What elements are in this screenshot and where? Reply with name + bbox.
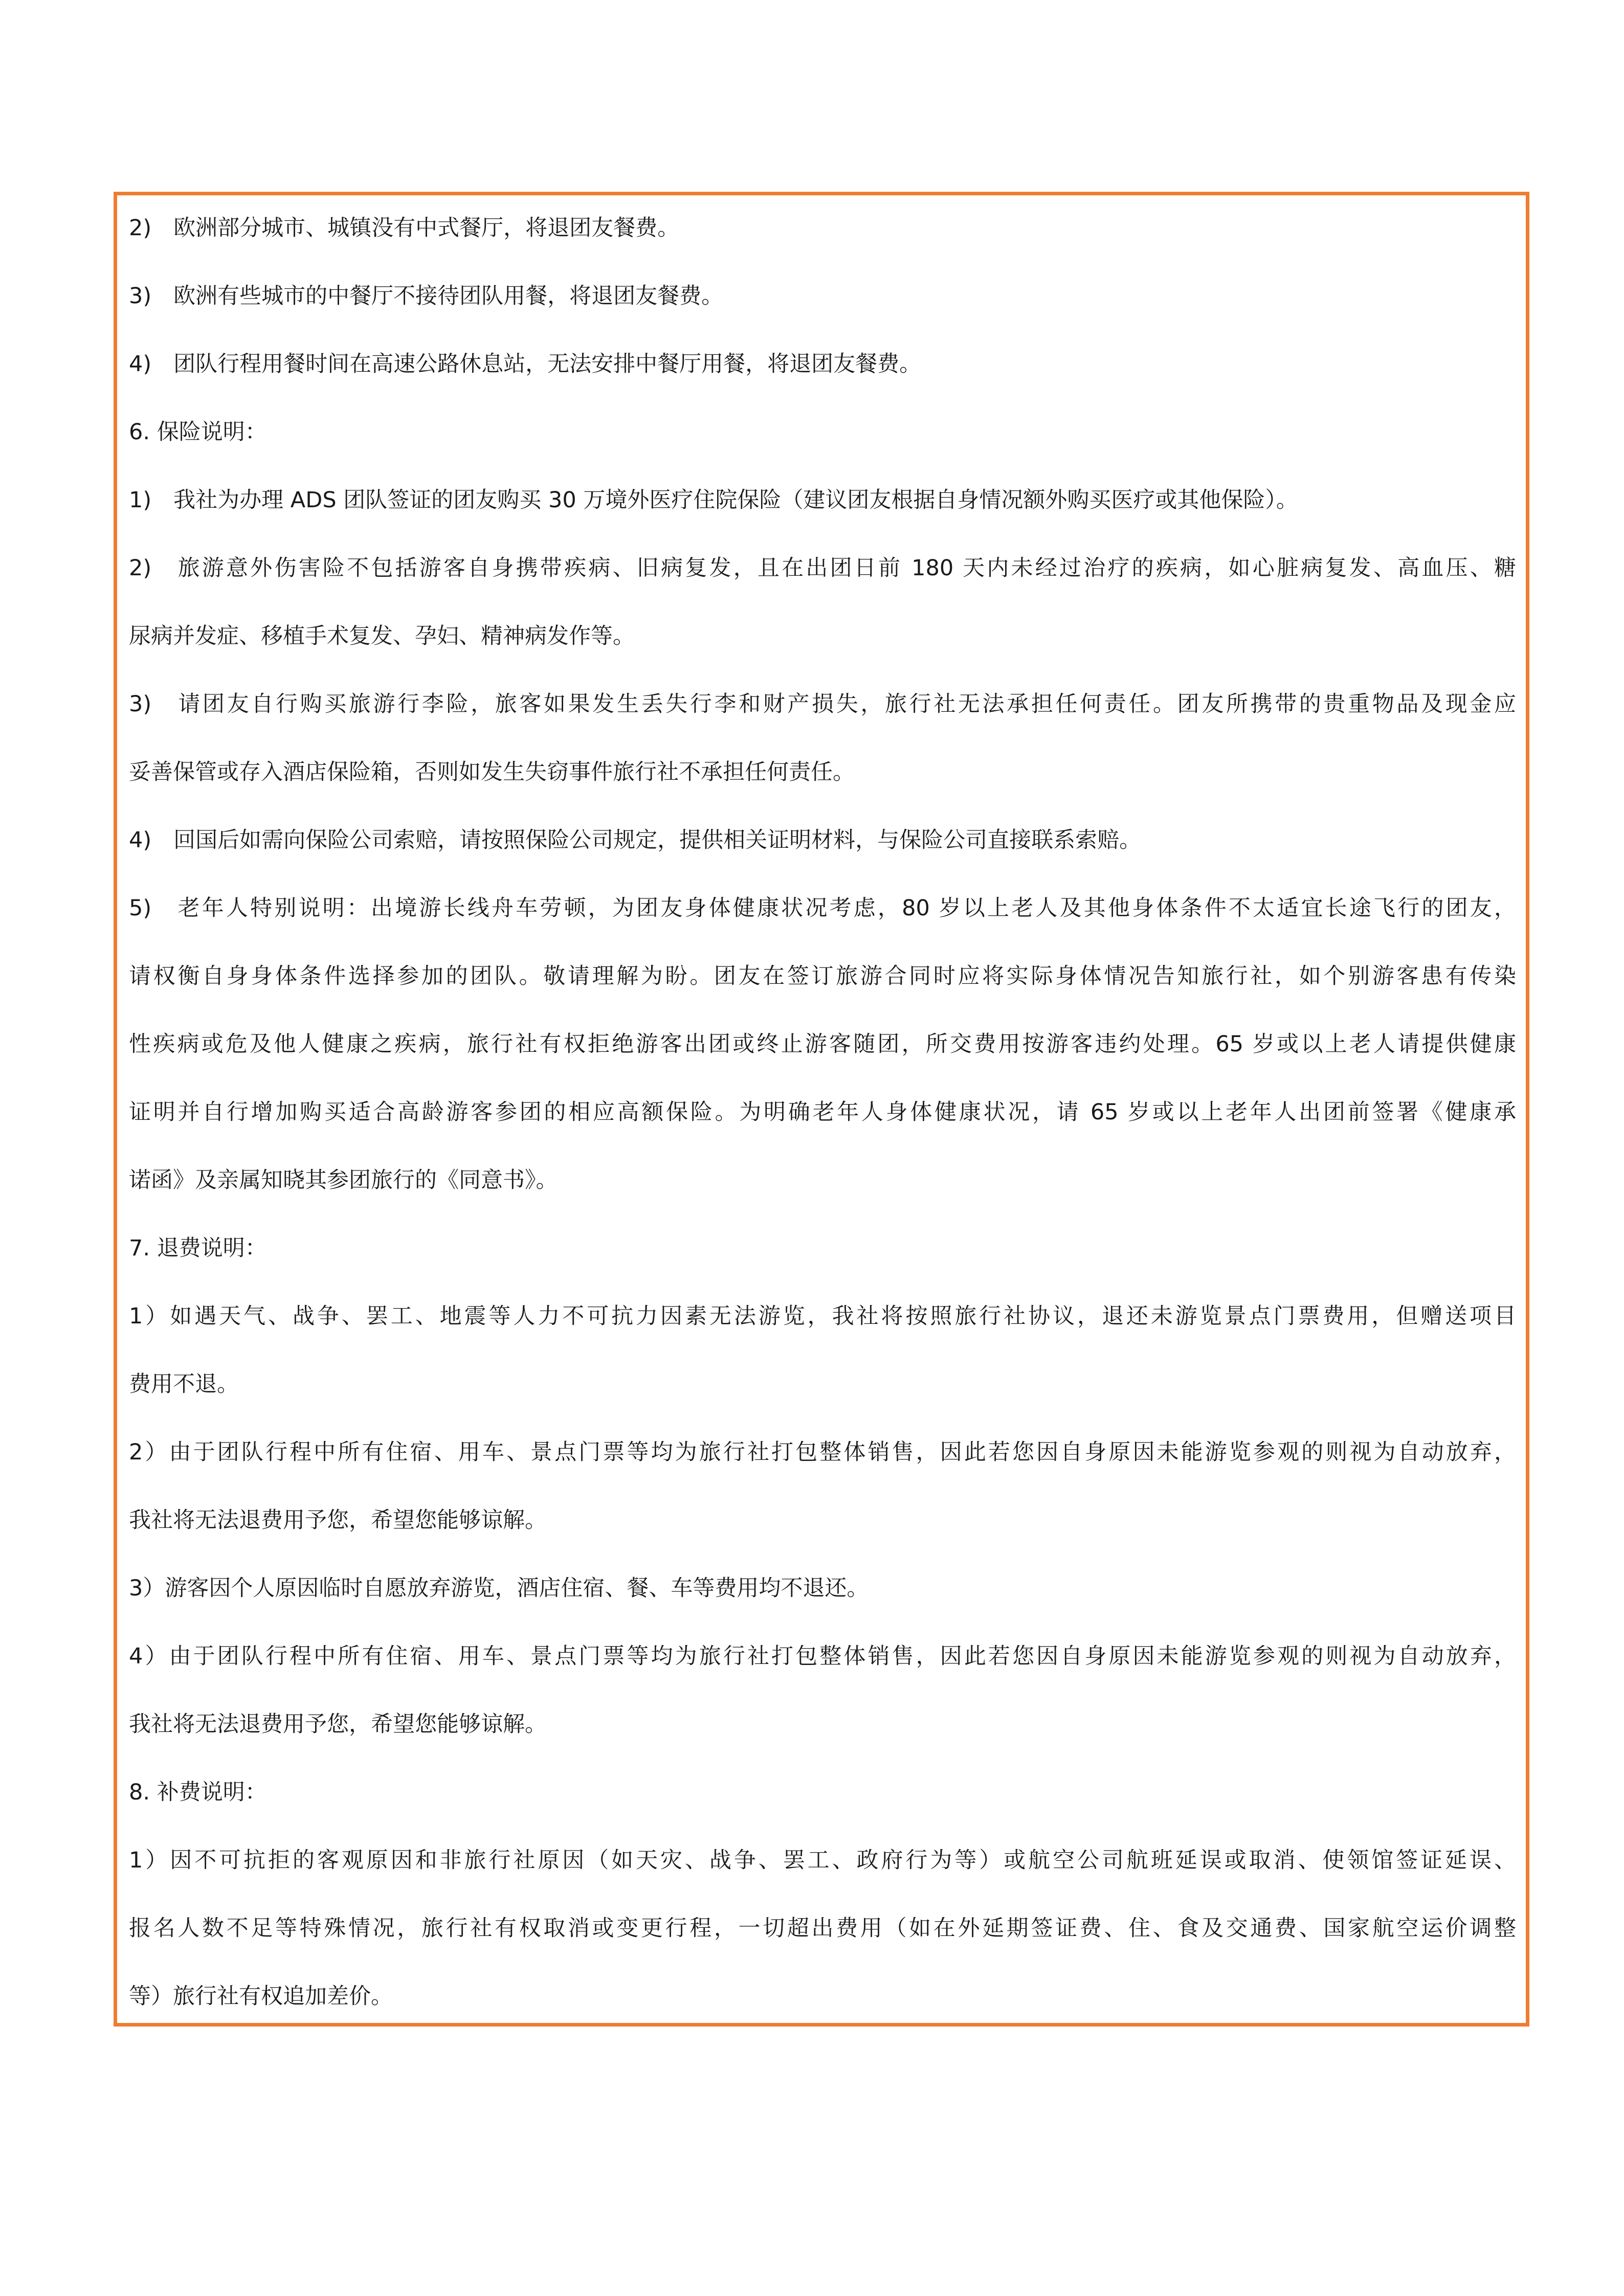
text-line: 1) 我社为办理 ADS 团队签证的团友购买 30 万境外医疗住院保险（建议团友根据自身情况额外购买医疗或其他保险）。 xyxy=(129,487,1298,513)
text-line: 3) 请团友自行购买旅游行李险，旅客如果发生丢失行李和财产损失，旅行社无法承担任何责任。团友所携带的贵重物品及现金应 xyxy=(129,691,1516,717)
text-line: 妥善保管或存入酒店保险箱，否则如发生失窃事件旅行社不承担任何责任。 xyxy=(129,759,855,785)
text-line: 诺函》及亲属知晓其参团旅行的《同意书》。 xyxy=(129,1167,558,1193)
text-line: 费用不退。 xyxy=(129,1371,239,1397)
text-line: 证明并自行增加购买适合高龄游客参团的相应高额保险。为明确老年人身体健康状况，请 65 岁或以上老年人出团前签署《健康承 xyxy=(129,1099,1516,1125)
text-line: 报名人数不足等特殊情况，旅行社有权取消或变更行程，一切超出费用（如在外延期签证费、住、食及交通费、国家航空运价调整 xyxy=(129,1916,1516,1941)
text-line: 3）游客因个人原因临时自愿放弃游览，酒店住宿、餐、车等费用均不退还。 xyxy=(129,1575,869,1601)
text-line: 我社将无法退费用予您，希望您能够谅解。 xyxy=(129,1712,547,1737)
text-line: 性疾病或危及他人健康之疾病，旅行社有权拒绝游客出团或终止游客随团，所交费用按游客违约处理。65 岁或以上老人请提供健康 xyxy=(129,1031,1516,1057)
text-line: 2) 欧洲部分城市、城镇没有中式餐厅，将退团友餐费。 xyxy=(129,215,680,241)
text-line: 4) 回国后如需向保险公司索赔，请按照保险公司规定，提供相关证明材料，与保险公司直接联系索赔。 xyxy=(129,827,1142,853)
text-line: 尿病并发症、移植手术复发、孕妇、精神病发作等。 xyxy=(129,623,635,649)
text-line: 2) 旅游意外伤害险不包括游客自身携带疾病、旧病复发，且在出团日前 180 天内未经过治疗的疾病，如心脏病复发、高血压、糖 xyxy=(129,555,1516,581)
text-line: 2）由于团队行程中所有住宿、用车、景点门票等均为旅行社打包整体销售，因此若您因自身原因未能游览参观的则视为自动放弃， xyxy=(129,1439,1516,1465)
text-line: 我社将无法退费用予您，希望您能够谅解。 xyxy=(129,1507,547,1533)
text-line: 4）由于团队行程中所有住宿、用车、景点门票等均为旅行社打包整体销售，因此若您因自身原因未能游览参观的则视为自动放弃， xyxy=(129,1644,1516,1669)
text-line: 请权衡自身身体条件选择参加的团队。敬请理解为盼。团友在签订旅游合同时应将实际身体情况告知旅行社，如个别游客患有传染 xyxy=(129,963,1516,989)
section-heading-refund: 7. 退费说明： xyxy=(129,1235,267,1261)
text-line: 1）如遇天气、战争、罢工、地震等人力不可抗力因素无法游览，我社将按照旅行社协议，退还未游览景点门票费用，但赠送项目 xyxy=(129,1303,1516,1329)
section-heading-insurance: 6. 保险说明： xyxy=(129,419,267,445)
section-heading-supplementary-fee: 8. 补费说明： xyxy=(129,1780,267,1805)
document-body xyxy=(129,216,1516,2009)
text-line: 1）因不可抗拒的客观原因和非旅行社原因（如天灾、战争、罢工、政府行为等）或航空公司航班延误或取消、使领馆签证延误、 xyxy=(129,1848,1516,1873)
text-line: 4) 团队行程用餐时间在高速公路休息站，无法安排中餐厅用餐，将退团友餐费。 xyxy=(129,351,922,377)
text-line: 等）旅行社有权追加差价。 xyxy=(129,1984,393,2009)
text-line: 5) 老年人特别说明：出境游长线舟车劳顿，为团友身体健康状况考虑，80 岁以上老人及其他身体条件不太适宜长途飞行的团友， xyxy=(129,895,1516,921)
text-line: 3) 欧洲有些城市的中餐厅不接待团队用餐，将退团友餐费。 xyxy=(129,283,724,309)
